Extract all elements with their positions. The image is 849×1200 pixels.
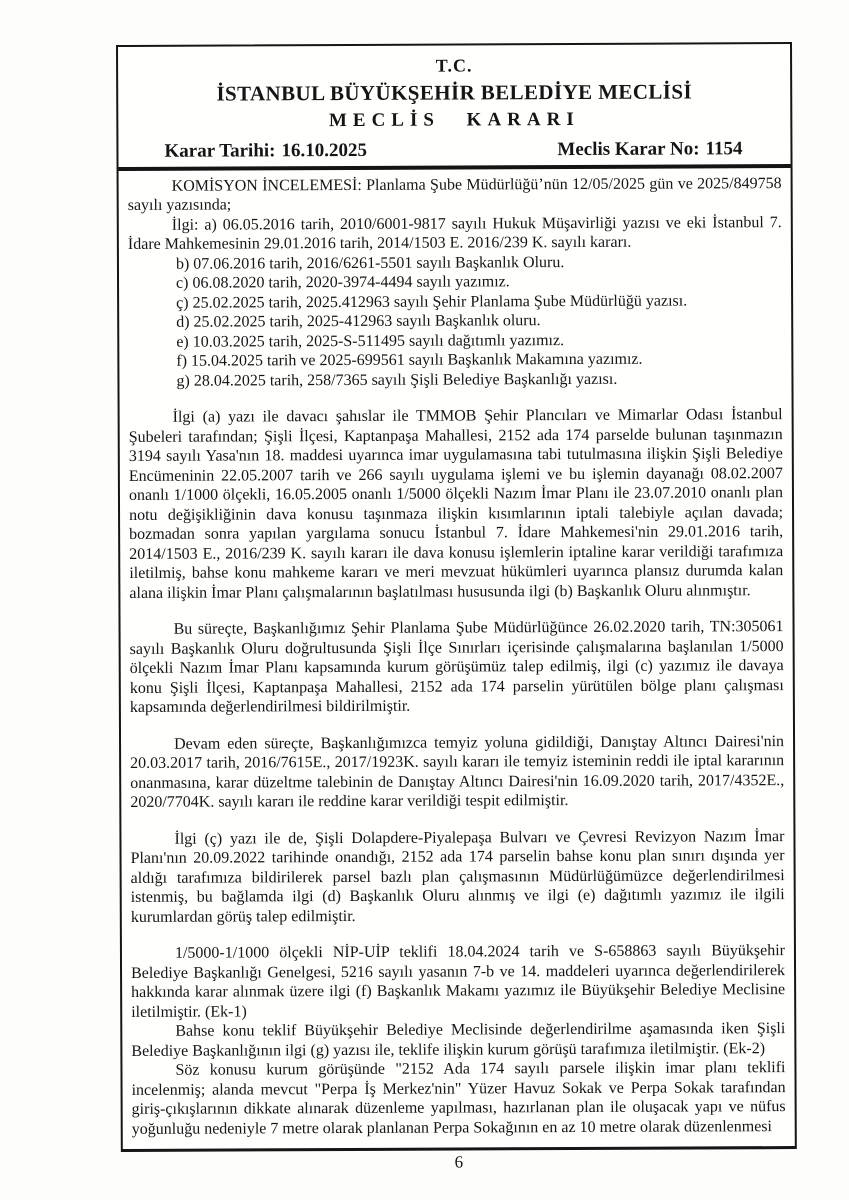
document-body [119,168,795,1149]
decision-number-value: 1154 [705,137,743,159]
paragraph-ilgi-cc: ç) 25.02.2025 tarih, 2025.412963 sayılı Şehir Planlama Şube Müdürlüğü yazısı. [176,292,688,312]
paragraph-ilgi-b: b) 07.06.2016 tarih, 2016/6261-5501 sayılı Başkanlık Oluru. [175,253,565,273]
decision-date [164,139,367,162]
paragraph-bu-surecte: Bu süreçte, Başkanlığımız Şehir Planlama Şube Müdürlüğünce 26.02.2020 tarih, TN:305061 sayılı Başkanlık Oluru doğrultusunda Şişli İlçe Sınırları içerisinde çalışmalarına başlanılan 1/5000 ölçekli Nazım İmar Planı kapsamında kurum görüşümüz talep edilmiş, ilgi (c) yazımız ile davaya konu Şişli İlçesi, Kaptanpaşa Mahallesi, 2152 ada 174 parselin yürütülen bölge planı çalışması kapsamında değerlendirilmesi bildirilmiştir. [129,618,784,716]
paragraph-ilgi-e: e) 10.03.2025 tarih, 2025-S-511495 sayılı dağıtımlı yazımız. [176,331,565,351]
paragraph-ilgi-c: c) 06.08.2020 tarih, 2020-3974-4494 sayılı yazımız. [176,273,510,292]
paragraph-ilgi-f: f) 15.04.2025 tarih ve 2025-699561 sayılı Başkanlık Makamına yazımız. [176,350,643,370]
scanned-sheet [116,42,797,1174]
paragraph-dava-sureci: İlgi (a) yazı ile davacı şahıslar ile TMMOB Şehir Plancıları ve Mimarlar Odası İstanbul Şubeleri tarafından; Şişli İlçesi, Kaptanpaşa Mahallesi, 2152 ada 174 parselde bulunan taşınmazın 3194 sayılı Yasa'nın 18. maddesi uyarınca imar uygulamasına tabi tutulmasına ilişkin Şişli Belediye Encümeninin 22.05.2007 tarih ve 266 sayılı uygulama işlemi ve bu işlemin dayanağı 08.02.2007 onanlı 1/1000 ölçekli, 16.05.2005 onanlı 1/5000 ölçekli Nazım İmar Planı ile 23.07.2010 onanlı plan notu değişikliğinin dava konusu taşınmaza ilişkin kısımlarının iptali talebiyle açılan davada; bozmadan sonra yapılan yargılama sonucu İstanbul 7. İdare Mahkemesi'nin 29.01.2016 tarih, 2014/1503 E., 2016/239 K. sayılı kararı ile dava konusu işlemlerin iptaline karar verildiği tarafımıza iletilmiş, bahse konu mahkeme kararı ve meri mevzuat hükümleri uyarınca plansız durumda kalan alana ilişkin İmar Planı çalışmalarının başlatılması hususunda ilgi (b) Başkanlık Oluru alınmıştır. [128,406,784,602]
paragraph-komisyon-incelemesi: KOMİSYON İNCELEMESİ: Planlama Şube Müdürlüğü’nün 12/05/2025 gün ve 2025/849758 sayılı yazısında; [127,174,782,214]
paragraph-ilgi-a: İlgi: a) 06.05.2016 tarih, 2010/6001-9817 sayılı Hukuk Müşavirliği yazısı ve eki İstanbul 7. İdare Mahkemesinin 29.01.2016 tarih, 2014/1503 E. 2016/239 K. sayılı kararı. [127,213,782,253]
decision-number-label: Meclis Karar No: [557,137,700,160]
header-institution: İSTANBUL BÜYÜKŞEHİR BELEDİYE MECLİSİ [216,78,693,106]
document-header [118,44,790,133]
decision-document-frame [116,42,797,1152]
header-document-type: MECLİS KARARI [328,108,580,131]
paragraph-ilgi-g: g) 28.04.2025 tarih, 258/7365 sayılı Şişli Belediye Başkanlığı yazısı. [176,370,618,390]
paragraph-ilgi-cc-yazi: İlgi (ç) yazı ile de, Şişli Dolapdere-Piyalepaşa Bulvarı ve Çevresi Revizyon Nazım İmar Planı'nın 20.09.2022 tarihinde onandığı, 2152 ada 174 parselin bahse konu plan sınırı dışında yer aldığı tarafımıza bildirilerek parsel bazlı plan çalışmasının Müdürlüğümüzce değerlendirilmesi istenmiş, bu bağlamda ilgi (d) Başkanlık Oluru alınmış ve ilgi (e) dağıtımlı yazımız ile ilgili kurumlardan görüş talep edilmiştir. [130,827,785,926]
paragraph-soz-konusu-kurum-gorusu: Söz konusu kurum görüşünde "2152 Ada 174 sayılı parsele ilişkin imar planı teklifi incelenmiş; alanda mevcut "Perpa İş Merkez'nin" Yüzer Havuz Sokak ve Perpa Sokak tarafından giriş-çıkışlarının dikkate alınarak düzenleme yapılması, hazırlanan plan ile oluşacak yapı ve nüfus yoğunluğu nedeniyle 7 metre olarak planlanan Perpa Sokağının en az 10 metre olarak düzenlenmesi [131,1059,786,1138]
decision-date-value: 16.10.2025 [281,139,368,161]
paragraph-bahse-konu-teklif: Bahse konu teklif Büyükşehir Belediye Meclisinde değerlendirilme aşamasında iken Şişli Belediye Başkanlığının ilgi (g) yazısı ile, teklife ilişkin kurum görüşü tarafımıza iletilmiştir. (Ek-2) [131,1020,786,1060]
page-number: 6 [454,1152,464,1172]
decision-meta-row [118,135,790,171]
decision-number [557,138,742,161]
paragraph-devam-eden-surecte: Devam eden süreçte, Başkanlığımızca temyiz yoluna gidildiği, Danıştay Altıncı Dairesi'nin 20.03.2017 tarih, 2016/7615E., 2017/1923K. sayılı kararı ile temyiz isteminin reddi ile iptal kararının onanmasına, karar düzeltme talebinin de Danıştay Altıncı Dairesi'nin 16.09.2020 tarih, 2017/4352E., 2020/7704K. sayılı kararı ile reddine karar verildiği tespit edilmiştir. [130,732,785,811]
decision-date-label: Karar Tarihi: [164,139,276,162]
header-republic: T.C. [435,55,473,76]
paragraph-nip-uip-teklifi: 1/5000-1/1000 ölçekli NİP-UİP teklifi 18.04.2024 tarih ve S-658863 sayılı Büyükşehir Belediye Başkanlığı Genelgesi, 5216 sayılı yasanın 7-b ve 14. maddeleri uyarınca değerlendirilerek hakkında karar alınmak üzere ilgi (f) Başkanlık Makamı yazımız ile Büyükşehir Belediye Meclisine iletilmiştir. (Ek-1) [131,942,786,1021]
paragraph-ilgi-d: d) 25.02.2025 tarih, 2025-412963 sayılı Başkanlık oluru. [176,312,541,331]
